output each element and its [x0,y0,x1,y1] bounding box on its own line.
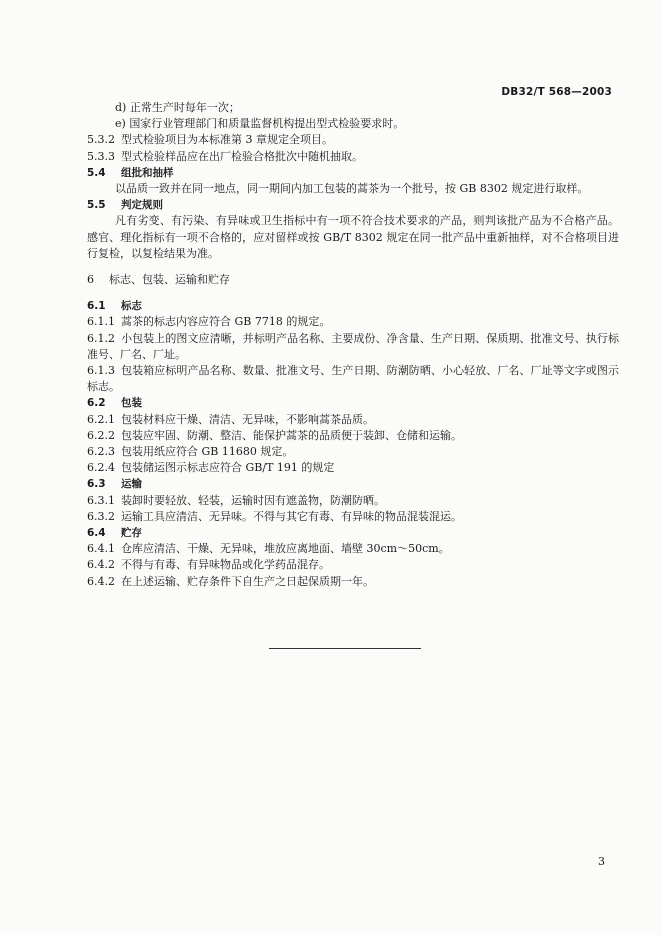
document-code: DB32/T 568—2003 [501,86,612,98]
document-body [87,100,619,590]
clause-6-4-1: 6.4.1 仓库应清洁、干燥、无异味，堆放应离地面、墙壁 30cm～50cm。 [87,542,450,556]
clause-6-1-1: 6.1.1 蒿茶的标志内容应符合 GB 7718 的规定。 [87,315,331,329]
section-5-5-heading: 5.5 判定规则 [87,199,163,212]
clause-6-2-4: 6.2.4 包装储运图示标志应符合 GB/T 191 的规定 [87,461,335,475]
list-item-e: e) 国家行业管理部门和质量监督机构提出型式检验要求时。 [115,117,405,131]
chapter-6-heading: 6 标志、包装、运输和贮存 [87,273,230,287]
clause-5-3-2: 5.3.2 型式检验项目为本标准第 3 章规定全项目。 [87,133,333,147]
page-number: 3 [598,855,605,868]
section-6-2-heading: 6.2 包装 [87,397,142,410]
section-6-4-heading: 6.4 贮存 [87,527,142,540]
section-5-4-paragraph: 以品质一致并在同一地点，同一期间内加工包装的蒿茶为一个批号，按 GB 8302 规定进行取样。 [115,182,589,196]
clause-6-3-1: 6.3.1 装卸时要轻放、轻装，运输时因有遮盖物，防潮防晒。 [87,493,385,507]
section-6-3-heading: 6.3 运输 [87,478,142,491]
clause-6-2-1: 6.2.1 包装材料应干燥、清洁、无异味，不影响蒿茶品质。 [87,412,374,426]
clause-6-2-3: 6.2.3 包装用纸应符合 GB 11680 规定。 [87,445,294,459]
clause-6-3-2: 6.3.2 运输工具应清洁、无异味。不得与其它有毒、有异味的物品混装混运。 [87,509,462,523]
clause-6-4-2-second: 6.4.2 在上述运输、贮存条件下自生产之日起保质期一年。 [87,574,374,588]
clause-6-1-2: 6.1.2 小包装上的图文应清晰，并标明产品名称、主要成份、净含量、生产日期、保质期、批准文号、执行标准号、厂名、厂址。 [87,331,619,361]
section-6-1-heading: 6.1 标志 [87,300,142,313]
end-rule [269,648,421,649]
clause-6-2-2: 6.2.2 包装应牢固、防潮、整洁、能保护蒿茶的品质便于装卸、仓储和运输。 [87,428,462,442]
section-5-5-paragraph: 凡有劣变、有污染、有异味或卫生指标中有一项不符合技术要求的产品，则判该批产品为不合格产品。感官、理化指标有一项不合格的，应对留样或按 GB/T 8302 规定在同一批产品中重新抽样，对不合格项目进行复检，以复检结果为准。 [87,214,619,260]
clause-6-1-3: 6.1.3 包装箱应标明产品名称、数量、批准文号、生产日期、防潮防晒、小心轻放、厂名、厂址等文字或图示标志。 [87,364,619,394]
clause-5-3-3: 5.3.3 型式检验样品应在出厂检验合格批次中随机抽取。 [87,149,363,163]
clause-6-4-2-first: 6.4.2 不得与有毒、有异味物品或化学药品混存。 [87,558,330,572]
section-5-4-heading: 5.4 组批和抽样 [87,166,174,179]
list-item-d: d) 正常生产时每年一次； [115,101,240,114]
